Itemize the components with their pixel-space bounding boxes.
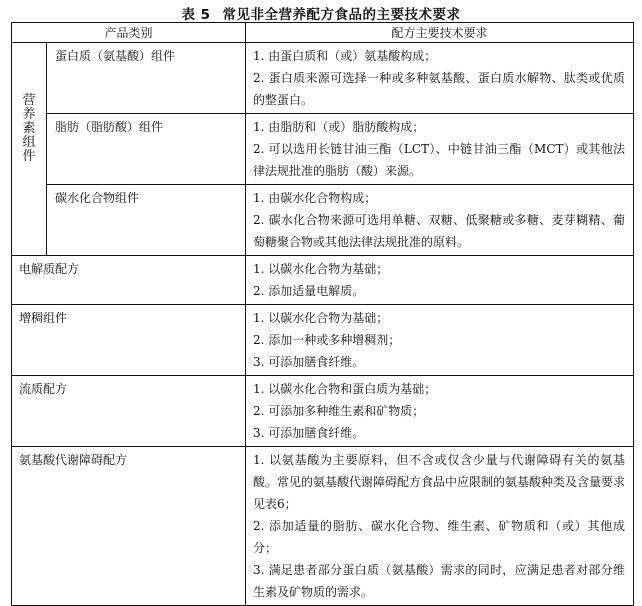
requirements-cell xyxy=(246,43,634,114)
table-row xyxy=(12,256,634,305)
requirement-item: 3. 可添加膳食纤维。 xyxy=(253,426,365,440)
requirement-item: 2. 添加适量的脂肪、碳水化合物、维生素、矿物质和（或）其他成分； xyxy=(253,519,626,555)
requirement-item: 2. 可添加多种维生素和矿物质； xyxy=(253,404,425,418)
header-requirements: 配方主要技术要求 xyxy=(246,23,634,43)
table-caption xyxy=(0,3,642,23)
requirement-item: 1. 以碳水化合物为基础； xyxy=(253,262,389,276)
table-row xyxy=(12,376,634,447)
category-cell: 流质配方 xyxy=(12,376,246,447)
table-row xyxy=(12,114,634,185)
requirements-cell xyxy=(246,376,634,447)
category-cell: 电解质配方 xyxy=(12,256,246,305)
table-row xyxy=(12,305,634,376)
group-label: 营养素组件 xyxy=(22,93,36,164)
category-cell: 蛋白质（氨基酸）组件 xyxy=(47,43,246,114)
requirements-cell xyxy=(246,114,634,185)
category-cell: 增稠组件 xyxy=(12,305,246,376)
requirement-item: 2. 碳水化合物来源可选用单糖、双糖、低聚糖或多糖、麦芽糊精、葡萄糖聚合物或其他法律法规批准的原料。 xyxy=(253,213,626,249)
requirement-item: 2. 可以选用长链甘油三酯（LCT）、中链甘油三酯（MCT）或其他法律法规批准的脂肪（酸）来源。 xyxy=(253,142,626,178)
requirement-item: 3. 可添加膳食纤维。 xyxy=(253,355,365,369)
requirement-item: 1. 由脂肪和（或）脂肪酸构成； xyxy=(253,120,425,134)
requirement-item: 1. 由蛋白质和（或）氨基酸构成； xyxy=(253,49,437,63)
requirements-cell xyxy=(246,185,634,256)
requirement-item: 1. 以碳水化合物为基础； xyxy=(253,311,389,325)
requirement-item: 1. 以碳水化合物和蛋白质为基础； xyxy=(253,382,437,396)
category-cell: 脂肪（脂肪酸）组件 xyxy=(47,114,246,185)
requirement-item: 2. 蛋白质来源可选择一种或多种氨基酸、蛋白质水解物、肽类或优质的整蛋白。 xyxy=(253,71,626,107)
requirements-cell xyxy=(246,305,634,376)
header-row xyxy=(12,23,634,43)
table-row xyxy=(12,447,634,606)
category-cell: 氨基酸代谢障碍配方 xyxy=(12,447,246,606)
table-number: 表 5 xyxy=(181,7,211,23)
table-title: 常见非全营养配方食品的主要技术要求 xyxy=(222,7,461,23)
table-row xyxy=(12,43,634,114)
requirements-cell xyxy=(246,447,634,606)
requirement-item: 1. 由碳水化合物构成； xyxy=(253,191,377,205)
table-row xyxy=(12,185,634,256)
requirement-item: 2. 添加适量电解质。 xyxy=(253,284,365,298)
group-label-cell xyxy=(12,43,47,256)
requirements-cell xyxy=(246,256,634,305)
category-cell: 碳水化合物组件 xyxy=(47,185,246,256)
requirement-item: 2. 添加一种或多种增稠剂； xyxy=(253,333,401,347)
header-category: 产品类别 xyxy=(12,23,246,43)
technical-requirements-table xyxy=(11,22,634,606)
requirement-item: 3. 满足患者部分蛋白质（氨基酸）需求的同时，应满足患者对部分维生素及矿物质的需求。 xyxy=(253,563,626,599)
requirement-item: 1. 以氨基酸为主要原料，但不含或仅含少量与代谢障碍有关的氨基酸。常见的氨基酸代谢障碍配方食品中应限制的氨基酸种类及含量要求见表6； xyxy=(253,453,626,511)
